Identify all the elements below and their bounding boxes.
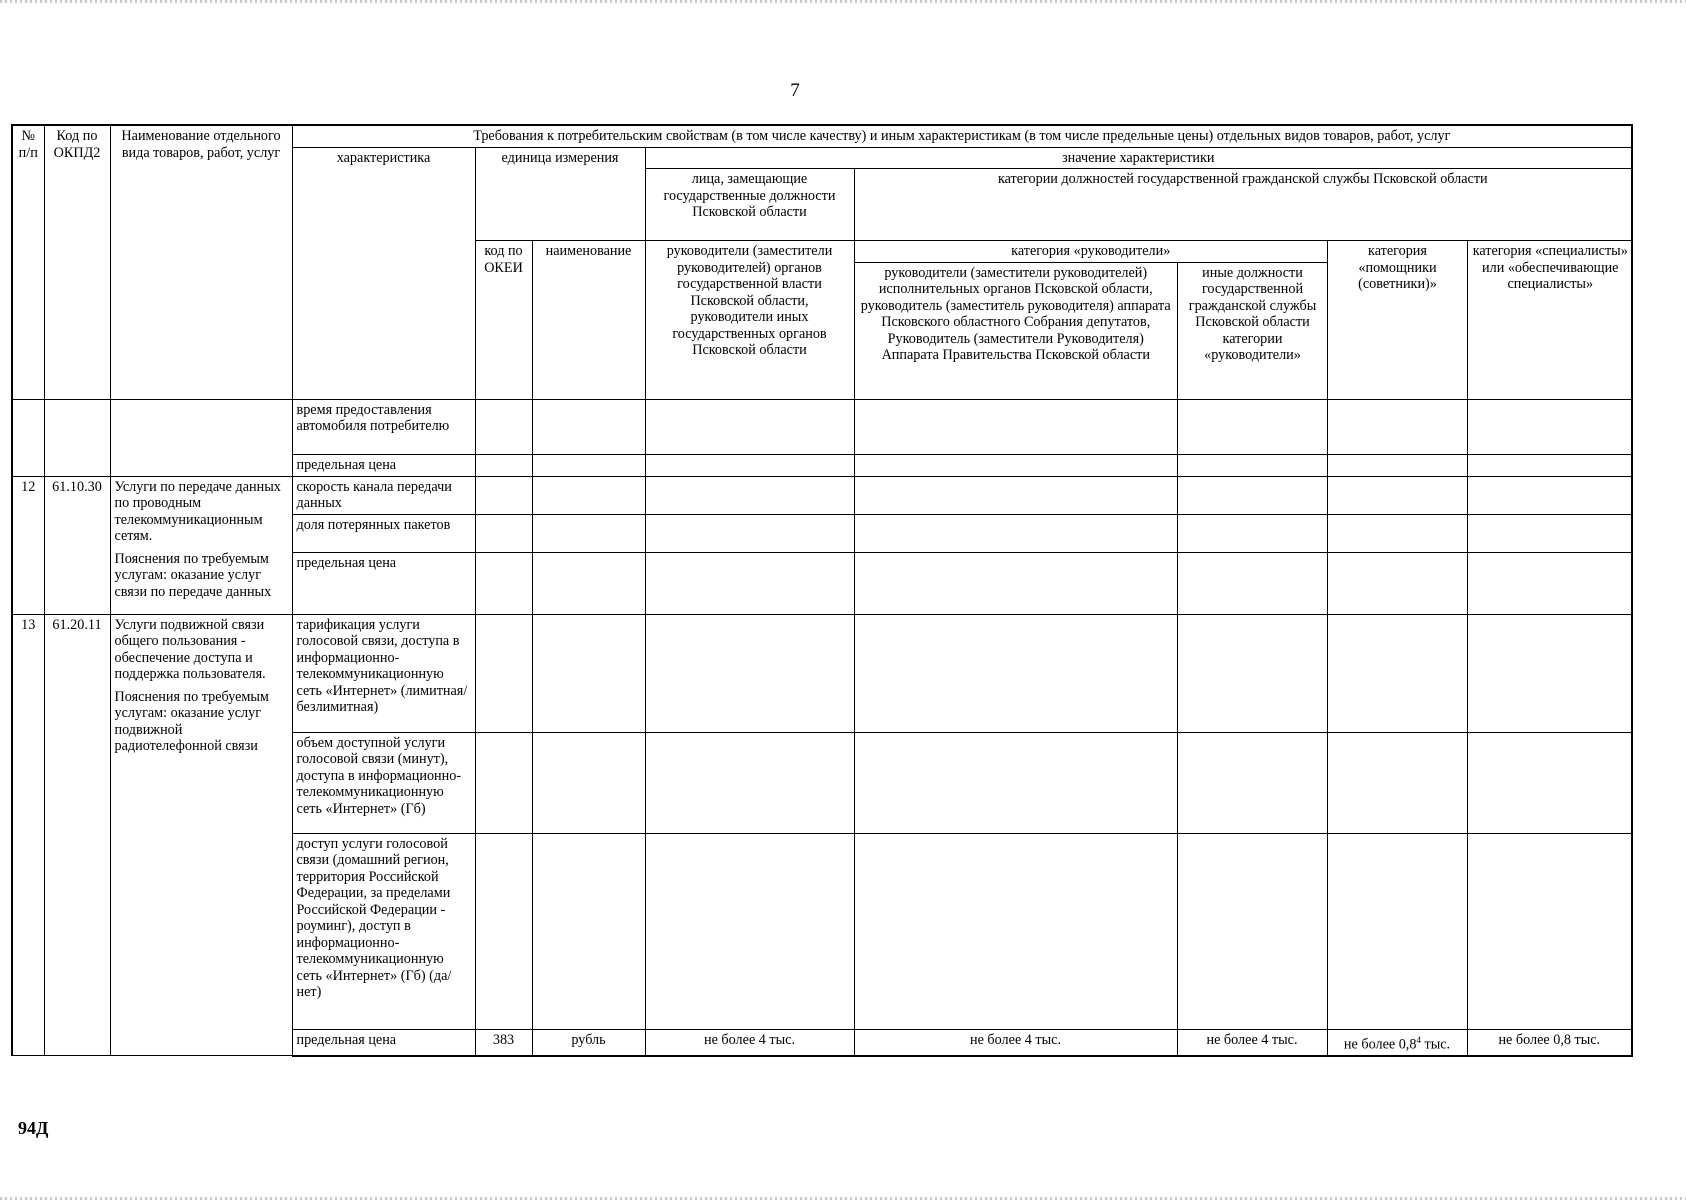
header-civil-categories: категории должностей государственной гражданской службы Псковской области [854,169,1632,241]
item12-char-speed: скорость канала передачи данных [292,476,475,514]
item13-name-cell [110,614,292,1056]
cont-name-cell [110,399,292,476]
header-cat-specialists: категория «специалисты» или «обеспечивающие специалисты» [1468,241,1633,399]
header-heads-exec: руководители (заместители руководителей) исполнительных органов Псковской области, руководитель (заместитель руководителя) аппарата Псковского областного Собрания депутатов, Руководитель (заместители Руководителя) Аппарата Правительства Псковской области [855,262,1178,399]
item12-code: 61.10.30 [44,476,110,614]
header-unit-name: наименование [532,241,645,400]
item13-code: 61.20.11 [44,614,110,1056]
footnote-ref: 4 [1416,1034,1421,1045]
item12-num: 12 [12,476,44,614]
header-requirements: Требования к потребительским свойствам (в том числе качеству) и иным характеристикам (в том числе предельные цены) отдельных видов товаров, работ, услуг [292,125,1632,147]
header-cat-assistants: категория «помощники (советники)» [1328,241,1468,399]
header-value: значение характеристики [645,147,1632,169]
item13-char-access: доступ услуги голосовой связи (домашний регион, территория Российской Федерации, за пределами Российской Федерации - роуминг), доступ в информационно-телекоммуникационную сеть «Интернет» (Гб) (да/нет) [292,833,475,1029]
header-unit: единица измерения [475,147,645,241]
item13-price-unit: рубль [532,1029,645,1056]
header-characteristic: характеристика [292,147,475,399]
header-persons-public: лица, замещающие государственные должности Псковской области [645,169,854,241]
item12-note: Пояснения по требуемым услугам: оказание услуг связи по передаче данных [114,550,272,600]
item13-price-assistants-suffix: тыс. [1420,1036,1451,1053]
item12-char-price: предельная цена [292,552,475,614]
item13-price-okei: 383 [475,1029,532,1056]
item12-char-loss: доля потерянных пакетов [292,514,475,552]
item13-char-volume: объем доступной услуги голосовой связи (минут), доступа в информационно-телекоммуникационную сеть «Интернет» (Гб) [292,732,475,833]
page-number: 7 [790,80,800,101]
header-categories-block [854,241,1632,400]
header-cat-heads: категория «руководители» [855,241,1328,262]
header-other-heads: иные должности государственной гражданской службы Псковской области категории «руководители» [1178,262,1328,399]
requirements-table [11,124,1633,1057]
footer-code: 94Д [18,1118,49,1138]
header-heads-bodies: руководители (заместители руководителей) органов государственной власти Псковской области, руководители иных государственных органов Псковской области [645,241,854,400]
item13-num: 13 [12,614,44,1056]
item13-note: Пояснения по требуемым услугам: оказание услуг подвижной радиотелефонной связи [114,688,269,754]
header-okpd: Код по ОКПД2 [44,125,110,399]
item12-name-cell [110,476,292,614]
header-categories-subtable [855,241,1633,399]
item12-name: Услуги по передаче данных по проводным телекоммуникационным сетям. [114,478,281,544]
cont-char-price: предельная цена [292,454,475,476]
item13-price-assistants [1327,1029,1467,1056]
header-okei-code: код по ОКЕИ [475,241,532,400]
header-name: Наименование отдельного вида товаров, работ, услуг [110,125,292,399]
cont-code-cell [44,399,110,476]
item13-price-persons-public: не более 4 тыс. [645,1029,854,1056]
item13-price-specialists: не более 0,8 тыс. [1467,1029,1632,1056]
item13-price-heads-exec: не более 4 тыс. [854,1029,1177,1056]
header-num: № п/п [12,125,44,399]
scan-edge-top [0,0,1686,3]
item13-char-tariff: тарификация услуги голосовой связи, доступа в информационно-телекоммуникационную сеть «Интернет» (лимитная/безлимитная) [292,614,475,732]
item13-price-label: предельная цена [292,1029,475,1056]
item13-name: Услуги подвижной связи общего пользования - обеспечение доступа и поддержка пользователя. [114,616,266,682]
cont-char-time: время предоставления автомобиля потребителю [292,399,475,454]
item13-price-other-heads: не более 4 тыс. [1177,1029,1327,1056]
cont-num-cell [12,399,44,476]
item13-price-assistants-prefix: не более 0,8 [1343,1036,1417,1053]
